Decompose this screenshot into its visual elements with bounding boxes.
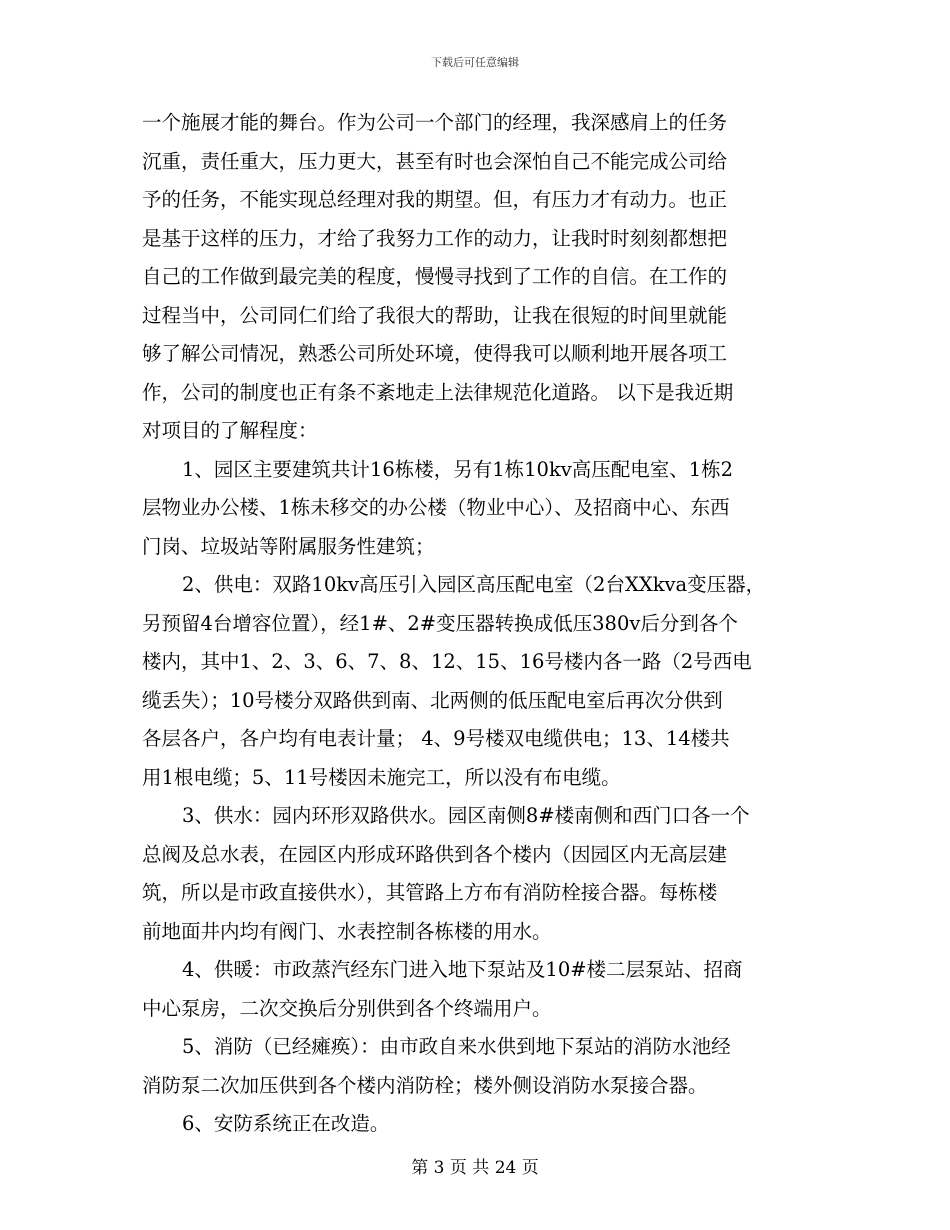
text-line: 总阀及总水表，在园区内形成环路供到各个楼内（因园区内无高层建 [142, 842, 728, 866]
text-line: 楼内，其中1、2、3、6、7、8、12、15、16号楼内各一路（2号西电 [142, 650, 752, 673]
text-line: 对项目的了解程度： [142, 419, 318, 442]
text-line: 自己的工作做到最完美的程度，慢慢寻找到了工作的自信。在工作的 [142, 265, 728, 288]
text-line: 前地面井内均有阀门、水表控制各栋楼的用水。 [142, 919, 552, 943]
text-line: 门岗、垃圾站等附属服务性建筑； [142, 534, 435, 558]
text-line: 各层各户，各户均有电表计量； 4、9号楼双电缆供电；13、14楼共 [142, 727, 730, 750]
text-line: 中心泵房，二次交换后分别供到各个终端用户。 [142, 996, 552, 1020]
text-line: 消防泵二次加压供到各个楼内消防栓；楼外侧设消防水泵接合器。 [142, 1073, 708, 1097]
text-line: 层物业办公楼、1栋未移交的办公楼（物业中心）、及招商中心、东西 [142, 496, 730, 519]
text-line: 予的任务，不能实现总经理对我的期望。但，有压力才有动力。也正 [142, 188, 728, 211]
document-body [142, 104, 812, 1144]
text-line: 用1根电缆；5、11号楼因未施完工，所以没有布电缆。 [142, 765, 621, 789]
text-line: 4、供暖：市政蒸汽经东门进入地下泵站及10#楼二层泵站、招商 [182, 958, 743, 981]
text-line: 是基于这样的压力，才给了我努力工作的动力，让我时时刻刻都想把 [142, 226, 728, 250]
text-line: 够了解公司情况，熟悉公司所处环境，使得我可以顺利地开展各项工 [142, 342, 728, 365]
text-line: 2、供电：双路10kv高压引入园区高压配电室（2台XXkva变压器， [182, 573, 766, 596]
text-line: 3、供水：园内环形双路供水。园区南侧8#楼南侧和西门口各一个 [182, 804, 750, 827]
text-line: 筑，所以是市政直接供水），其管路上方布有消防栓接合器。每栋楼 [142, 881, 718, 904]
page-number-footer: 第 3 页 共 24 页 [411, 1158, 539, 1178]
text-line: 缆丢失）；10号楼分双路供到南、北两侧的低压配电室后再次分供到 [142, 688, 723, 712]
text-line: 沉重，责任重大，压力更大，甚至有时也会深怕自己不能完成公司给 [142, 149, 728, 173]
text-line: 6、安防系统正在改造。 [182, 1112, 390, 1135]
text-line: 一个施展才能的舞台。作为公司一个部门的经理，我深感肩上的任务 [142, 111, 728, 134]
text-line: 作，公司的制度也正有条不紊地走上法律规范化道路。 以下是我近期 [142, 380, 734, 404]
page-header: 下载后可任意编辑 [431, 56, 519, 69]
text-line: 5、消防（已经瘫痪）：由市政自来水供到地下泵站的消防水池经 [182, 1035, 731, 1058]
text-line: 1、园区主要建筑共计16栋楼，另有1栋10kv高压配电室、1栋2 [182, 457, 734, 481]
text-line: 过程当中，公司同仁们给了我很大的帮助，让我在很短的时间里就能 [142, 303, 728, 327]
text-line: 另预留4台增容位置），经1#、2#变压器转换成低压380v后分到各个 [142, 611, 738, 635]
